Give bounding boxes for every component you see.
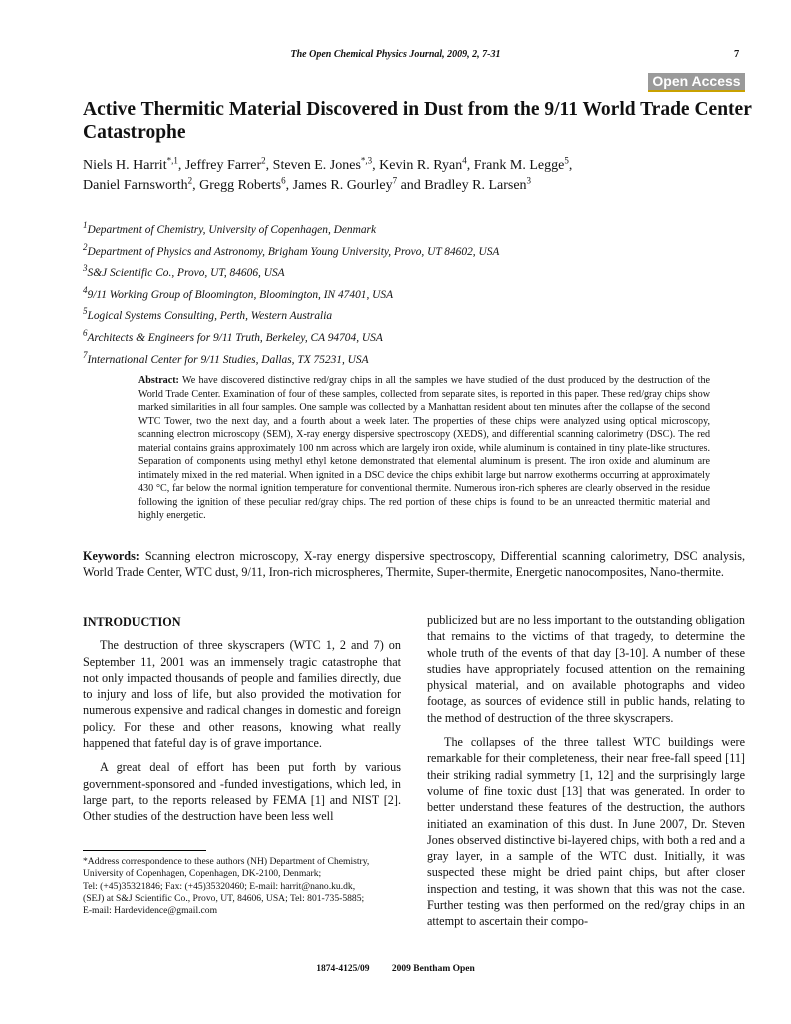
author: Steven E. Jones$^{*,3}$, [272, 155, 380, 173]
affiliation: $^7$International Center for 9/11 Studies, Dallas, TX 75231, USA [83, 349, 369, 366]
page-number: 7 [734, 49, 740, 60]
author: Jeffrey Farrer$^2$, [184, 155, 273, 173]
publisher: 2009 Bentham Open [391, 964, 475, 974]
author: Gregg Roberts$^6$, [199, 175, 293, 193]
affiliation: $^6$Architects & Engineers for 9/11 Truth, Berkeley, CA 94704, USA [83, 328, 383, 344]
paragraph: A great deal of effort has been put forth by various government-sponsored and -funded investigations, which led, in large part, to the reports released by FEMA [1] and NIST [2]. Other studies of the destruction have been less well [83, 760, 401, 824]
correspondence-footnote: *Address correspondence to these authors (NH) Department of Chemistry, University of Copenhagen, Copenhagen, DK-2100, Denmark; Tel: (+45)35321846; Fax: (+45)35320460; E-mail: harrit@nano.ku.dk, (SEJ) at S&J Scientific Co., Provo, UT, 84606, USA; Tel: 801-735-5885; E-mail: Hardevidence@gmail.com [83, 856, 370, 917]
page-footer [0, 964, 791, 974]
abstract-label: Abstract: [138, 375, 179, 386]
abstract [138, 374, 710, 523]
abstract-text: We have discovered distinctive red/gray chips in all the samples we have studied of the dust produced by the destruction of the World Trade Center. Examination of four of these samples, collected from separate sites, is reported in this paper. These red/gray chips show marked similarities in all four samples. One sample was collected by a Manhattan resident about ten minutes after the collapse of the second WTC Tower, two the next day, and a fourth about a week later. The properties of these chips were analyzed using optical microscopy, scanning electron microscopy (SEM), X-ray energy dispersive spectroscopy (XEDS), and differential scanning calorimetry (DSC). The red material contains grains approximately 100 nm across which are largely iron oxide, while aluminum is contained in tiny plate-like structures. Separation of components using methyl ethyl ketone demonstrated that elemental aluminum is present. The iron oxide and aluminum are intimately mixed in the red material. When ignited in a DSC device the chips exhibit large but narrow exotherms occurring at approximately 430 °C, far below the normal ignition temperature for conventional thermite. Numerous iron-rich spheres are clearly observed in the residue following the ignition of these peculiar red/gray chips. The red portion of these chips is found to be an unreacted thermitic material and highly energetic. [138, 375, 710, 521]
affiliation-list [83, 220, 753, 375]
paragraph: The collapses of the three tallest WTC buildings were remarkable for their completeness, their near free-fall speed [11] their striking radial symmetry [1, 12] and the surprisingly large volume of fine toxic dust [13] that was generated. In order to better understand these features of the destruction, the authors initiated an examination of this dust. In June 2007, Dr. Steven Jones observed distinctive bi-layered chips, with both a red and a gray layer, in a sample of the WTC dust. Initially, it was suspected these might be dried paint chips, but after closer inspection and testing, it was shown that this was not the case. Further testing was then performed on the red/gray chips in an attempt to ascertain their compo- [427, 735, 745, 929]
left-column [83, 614, 401, 833]
affiliation: $^3$S&J Scientific Co., Provo, UT, 84606, USA [83, 263, 285, 280]
affiliation: $^4$9/11 Working Group of Bloomington, Bloomington, IN 47401, USA [83, 284, 394, 301]
paragraph: The destruction of three skyscrapers (WTC 1, 2 and 7) on September 11, 2001 was an immensely tragic catastrophe that not only impacted thousands of people and families directly, due to injury and loss of life, but also provided the motivation for numerous expensive and radical changes in domestic and foreign policy. For these and other reasons, knowing what really happened that fateful day is of grave importance. [83, 638, 401, 751]
author: Bradley R. Larsen$^3$ [424, 175, 532, 193]
author: Daniel Farnsworth$^2$, [83, 175, 200, 193]
affiliation: $^1$Department of Chemistry, University of Copenhagen, Denmark [83, 220, 377, 236]
footnote-rule [83, 850, 206, 851]
paragraph: publicized but are no less important to the outstanding obligation that remains to the victims of that tragedy, to determine the whole truth of the events of that day [3-10]. A number of these studies have appropriately focused attention on the remaining physical material, and on available photographs and video footage, as sources of evidence still in public hands, relating to the method of destruction of the three skyscrapers. [427, 613, 745, 725]
author: Kevin R. Ryan$^4$, [379, 155, 474, 173]
open-access-badge: Open Access [648, 73, 745, 92]
keywords-label: Keywords: [83, 549, 140, 563]
author: Frank M. Legge$^5$, [473, 155, 573, 173]
keywords [83, 548, 745, 580]
affiliation: $^5$Logical Systems Consulting, Perth, Western Australia [83, 306, 333, 323]
affiliation: $^2$Department of Physics and Astronomy, Brigham Young University, Provo, UT 84602, USA [83, 241, 500, 258]
keywords-text: Scanning electron microscopy, X-ray energy dispersive spectroscopy, Differential scanning calorimetry, DSC analysis, World Trade Center, WTC dust, 9/11, Iron-rich microspheres, Thermite, Super-thermite, Energetic nanocomposites, Nano-thermite. [83, 549, 745, 579]
right-column [427, 612, 745, 938]
author: James R. Gourley$^7$ and [292, 175, 425, 193]
author: Niels H. Harrit$^{*,1}$, [83, 155, 185, 173]
issn: 1874-4125/09 [316, 964, 370, 974]
running-header: The Open Chemical Physics Journal, 2009, 2, 7-31 [290, 49, 501, 60]
author-list [83, 156, 753, 196]
article-title: Active Thermitic Material Discovered in Dust from the 9/11 World Trade Center Catastrophe [83, 99, 752, 143]
section-heading: INTRODUCTION [83, 615, 181, 629]
